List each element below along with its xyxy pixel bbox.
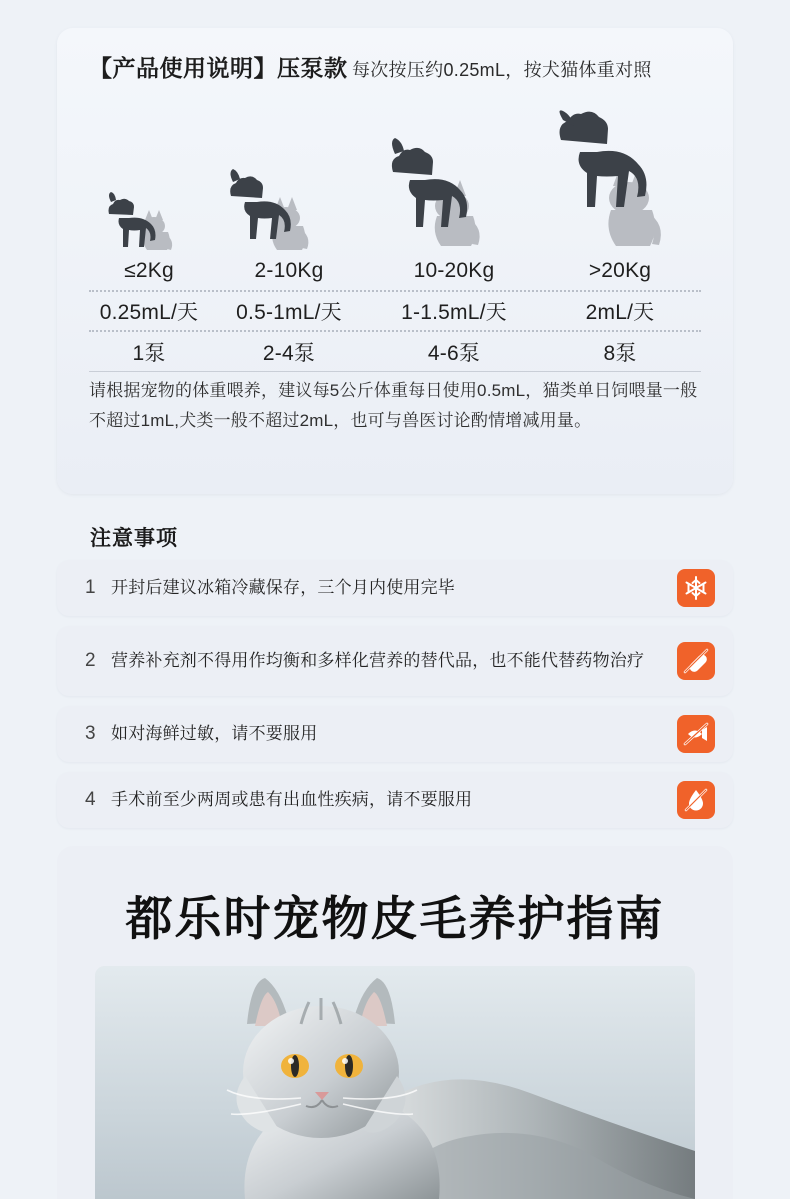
notice-text: 营养补充剂不得用作均衡和多样化营养的替代品，也不能代替药物治疗 <box>111 651 645 670</box>
notice-number: 4 <box>85 789 96 810</box>
usage-title <box>89 50 652 83</box>
list-item <box>57 706 733 762</box>
pet-size-silhouettes <box>89 92 701 252</box>
dose-cell-2: 0.5-1mL/天 <box>236 301 342 324</box>
weight-cell-4: >20Kg <box>588 259 652 282</box>
notice-list <box>57 560 733 838</box>
list-item <box>57 626 733 696</box>
weight-cell-3: 10-20Kg <box>413 259 495 282</box>
pump-cell-4: 8泵 <box>603 341 637 365</box>
notice-number: 2 <box>85 650 96 671</box>
snowflake-icon <box>677 569 715 607</box>
notice-number: 1 <box>85 577 96 598</box>
silhouette-group-4 <box>549 92 701 252</box>
silhouette-group-2 <box>219 92 379 252</box>
list-item <box>57 772 733 828</box>
silhouette-group-3 <box>379 92 549 252</box>
table-row-pumps <box>89 332 701 372</box>
cat-photo <box>95 966 695 1199</box>
dog-cat-silhouette-large <box>549 110 699 252</box>
no-blood-icon <box>677 781 715 819</box>
dose-cell-3: 1-1.5mL/天 <box>401 301 507 324</box>
cat-photo-illustration <box>95 966 695 1199</box>
usage-title-light: 每次按压约0.25mL，按犬猫体重对照 <box>351 60 652 80</box>
weight-cell-2: 2-10Kg <box>254 259 324 282</box>
notice-text: 手术前至少两周或患有出血性疾病，请不要服用 <box>111 790 473 809</box>
dog-cat-silhouette-medium-large <box>379 130 539 252</box>
usage-instruction-card <box>57 28 733 494</box>
usage-note-text: 请根据宠物的体重喂养，建议每5公斤体重每日使用0.5mL，猫类单日饲喂量一般不超过1mL,犬类一般不超过2mL，也可与兽医讨论酌情增减用量。 <box>89 381 698 430</box>
dose-cell-4: 2mL/天 <box>585 301 655 324</box>
dose-table <box>89 252 701 372</box>
weight-cell-1: ≤2Kg <box>124 259 174 282</box>
silhouette-group-1 <box>99 92 219 252</box>
notice-heading: 注意事项 <box>90 527 178 550</box>
notice-text: 开封后建议冰箱冷藏保存，三个月内使用完毕 <box>111 578 455 597</box>
dog-cat-silhouette-medium-small <box>219 156 359 252</box>
page-title: 都乐时宠物皮毛养护指南 <box>125 892 665 945</box>
pump-cell-1: 1泵 <box>132 341 166 365</box>
dose-cell-1: 0.25mL/天 <box>99 301 199 324</box>
usage-title-bold: 【产品使用说明】压泵款 <box>89 55 348 81</box>
dog-cat-silhouette-small <box>99 174 209 252</box>
pump-cell-3: 4-6泵 <box>427 341 481 365</box>
no-pill-icon <box>677 642 715 680</box>
list-item <box>57 560 733 616</box>
table-row-doses <box>89 292 701 332</box>
pump-cell-2: 2-4泵 <box>262 341 316 365</box>
no-fish-icon <box>677 715 715 753</box>
notice-number: 3 <box>85 723 96 744</box>
guide-section <box>57 846 733 1199</box>
notice-text: 如对海鲜过敏，请不要服用 <box>111 724 318 743</box>
table-row-weights <box>89 252 701 292</box>
